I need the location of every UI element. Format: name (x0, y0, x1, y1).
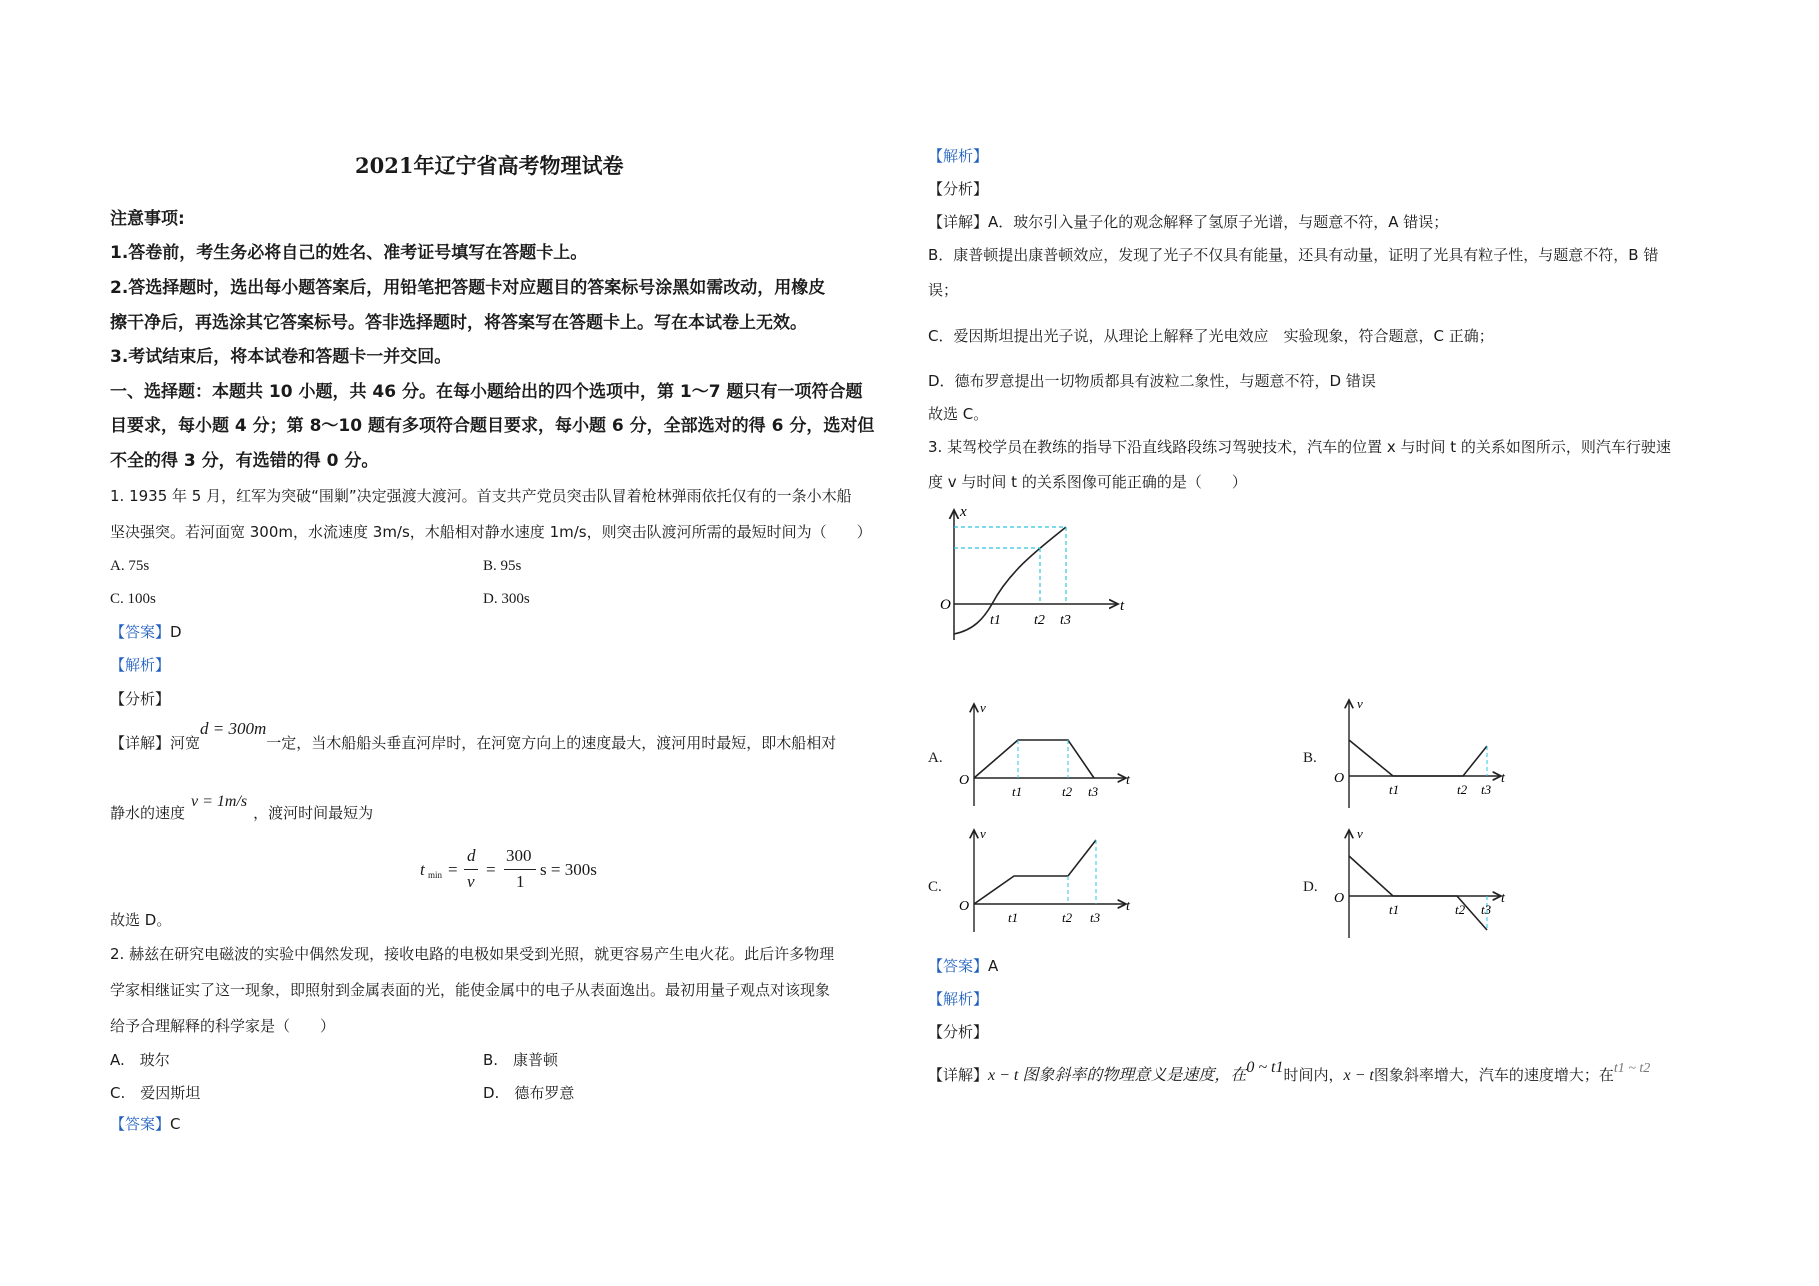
page-title: 2021年辽宁省高考物理试卷 (355, 153, 624, 178)
q2-answer (110, 1114, 181, 1134)
q2-stem: 2. 赫兹在研究电磁波的实验中偶然发现，接收电路的电极如果受到光照，就更容易产生电火花。此后许多物理 (110, 945, 835, 963)
q2-stem: 学家相继证实了这一现象，即照射到金属表面的光，能使金属中的电子从表面逸出。最初用量子观点对该现象 (110, 981, 831, 999)
origin-label: O (1334, 771, 1345, 786)
v-label: v (980, 700, 986, 715)
q1-detail-text: 河宽 (170, 734, 201, 752)
detail-tag: 【详解】 (928, 1066, 989, 1084)
q3-explain-tag: 【解析】 (928, 990, 989, 1008)
q1-detail-line1 (110, 719, 837, 753)
q3-detail-math1: 0 ~ t1 (1246, 1059, 1284, 1076)
t2-label: t2 (1062, 784, 1073, 799)
q3-detail-math3: t1 ~ t2 (1613, 1061, 1651, 1076)
q3-detail-text: 图象斜率增大，汽车的速度增大；在 (1373, 1066, 1614, 1084)
q2-detail-line: 误； (928, 281, 959, 299)
origin-label: O (940, 597, 951, 613)
q1-answer (110, 622, 182, 642)
t3-label: t3 (1090, 910, 1101, 925)
section-instructions: 一、选择题：本题共 10 小题，共 46 分。在每小题给出的四个选项中，第 1～7 题只有一项符合题 (110, 382, 863, 402)
t2-label: t2 (1455, 902, 1466, 917)
notice-item: 1.答卷前，考生务必将自己的姓名、准考证号填写在答题卡上。 (110, 243, 588, 263)
q3-option-a-letter: A. (928, 750, 943, 766)
formula-1: 1 (516, 872, 525, 891)
q1-stem: 1. 1935 年 5 月，红军为突破“围剿”决定强渡大渡河。首支共产党员突击队冒着枪林弹雨依托仅有的一条小木船 (110, 487, 852, 505)
origin-label: O (959, 899, 970, 914)
q2-option-a: A. 玻尔 (110, 1051, 170, 1069)
option-c-graph (956, 826, 1136, 936)
q1-detail-line2 (110, 793, 374, 824)
notice-item: 3.考试结束后，将本试卷和答题卡一并交回。 (110, 347, 452, 367)
v-label: v (1357, 826, 1363, 841)
xt-graph (940, 500, 1130, 650)
detail-tag: 【详解】 (928, 213, 989, 231)
q2-explain-tag: 【解析】 (928, 147, 989, 165)
q1-detail-text: ，渡河时间最短为 (253, 804, 374, 822)
q2-option-d: D. 德布罗意 (483, 1084, 575, 1102)
t-axis-label: t (1120, 598, 1125, 614)
section-instructions: 不全的得 3 分，有选错的得 0 分。 (110, 451, 379, 471)
t1-label: t1 (1008, 910, 1019, 925)
t3-label: t3 (1060, 613, 1071, 628)
q1-math-v: v = 1m/s (191, 793, 248, 810)
q3-detail-math-xt: x − t 图象斜率的物理意义是速度，在 (988, 1067, 1247, 1084)
v-label: v (980, 826, 986, 841)
q2-conclusion: 故选 C。 (928, 405, 989, 423)
q1-analysis-tag: 【分析】 (110, 690, 171, 708)
q2-detail-line (928, 212, 1448, 232)
t3-label: t3 (1088, 784, 1099, 799)
section-instructions: 目要求，每小题 4 分；第 8～10 题有多项符合题目要求，每小题 6 分，全部选对的得 6 分，选对但 (110, 416, 875, 436)
x-axis-label: x (960, 504, 967, 520)
formula-v: v (467, 872, 475, 891)
q3-answer (928, 956, 998, 976)
q3-option-b-letter: B. (1303, 750, 1317, 766)
t2-label: t2 (1062, 910, 1073, 925)
answer-tag: 【答案】 (110, 1115, 171, 1133)
vb-line (1349, 740, 1487, 776)
q1-option-a: A. 75s (110, 558, 150, 574)
q1-explain-tag: 【解析】 (110, 656, 171, 674)
option-a-graph (956, 700, 1136, 810)
t3-label: t3 (1481, 902, 1492, 917)
q1-answer-value: D (170, 623, 182, 641)
vd-line (1349, 856, 1487, 930)
q1-option-d: D. 300s (483, 591, 530, 607)
option-b-graph (1331, 696, 1511, 811)
q2-analysis-tag: 【分析】 (928, 180, 989, 198)
formula-300: 300 (506, 846, 532, 865)
q3-stem: 3. 某驾校学员在教练的指导下沿直线路段练习驾驶技术，汽车的位置 x 与时间 t 的关系如图所示，则汽车行驶速 (928, 438, 1671, 456)
notice-item: 2.答选择题时，选出每小题答案后，用铅笔把答题卡对应题目的答案标号涂黑如需改动，用橡皮 (110, 278, 826, 298)
q2-detail-text: A．玻尔引入量子化的观念解释了氢原子光谱，与题意不符，A 错误； (988, 213, 1449, 231)
q1-math-d: d = 300m (200, 719, 267, 738)
q1-detail-text: 静水的速度 (110, 804, 186, 822)
xt-curve (954, 527, 1066, 634)
answer-tag: 【答案】 (928, 957, 989, 975)
formula-d: d (467, 846, 476, 865)
t1-label: t1 (1012, 784, 1023, 799)
q2-detail-line: D．德布罗意提出一切物质都具有波粒二象性，与题意不符，D 错误 (928, 372, 1376, 390)
t1-label: t1 (1389, 902, 1400, 917)
t2-label: t2 (1034, 613, 1045, 628)
t1-label: t1 (1389, 782, 1400, 797)
notice-item: 擦干净后，再选涂其它答案标号。答非选择题时，将答案写在答题卡上。写在本试卷上无效。 (110, 313, 807, 333)
q2-detail-line: C．爱因斯坦提出光子说，从理论上解释了光电效应 实验现象，符合题意，C 正确； (928, 327, 1494, 345)
detail-tag: 【详解】 (110, 734, 171, 752)
origin-label: O (959, 773, 970, 788)
t3-label: t3 (1481, 782, 1492, 797)
vc-line (974, 840, 1096, 904)
formula-tail: s = 300s (540, 860, 597, 879)
formula-sub: min (428, 870, 443, 880)
q3-option-c-letter: C. (928, 879, 942, 895)
q2-option-c: C. 爱因斯坦 (110, 1084, 201, 1102)
q1-option-c: C. 100s (110, 591, 156, 607)
t-label: t (1501, 771, 1505, 786)
notice-heading: 注意事项: (110, 209, 185, 229)
t-label: t (1126, 899, 1130, 914)
answer-tag: 【答案】 (110, 623, 171, 641)
q2-option-b: B. 康普顿 (483, 1051, 559, 1069)
t2-label: t2 (1457, 782, 1468, 797)
q3-analysis-tag: 【分析】 (928, 1023, 989, 1041)
t1-label: t1 (990, 613, 1001, 628)
q1-conclusion: 故选 D。 (110, 911, 172, 929)
q3-detail-math2: x − t (1343, 1067, 1374, 1084)
q3-stem: 度 v 与时间 t 的关系图像可能正确的是（ ） (928, 473, 1247, 491)
q2-answer-value: C (170, 1115, 181, 1133)
option-d-graph (1331, 826, 1511, 941)
q3-detail-text: 时间内， (1283, 1066, 1344, 1084)
va-line (974, 740, 1094, 778)
q3-answer-value: A (988, 957, 999, 975)
t-label: t (1501, 891, 1505, 906)
v-label: v (1357, 696, 1363, 711)
q1-option-b: B. 95s (483, 558, 522, 574)
q3-detail-line (928, 1059, 1651, 1087)
formula-t: t (420, 860, 425, 879)
q2-detail-line: B．康普顿提出康普顿效应，发现了光子不仅具有能量，还具有动量，证明了光具有粒子性，与题意不符，B 错 (928, 246, 1659, 264)
q2-stem: 给予合理解释的科学家是（ ） (110, 1017, 336, 1035)
origin-label: O (1334, 891, 1345, 906)
t-label: t (1126, 773, 1130, 788)
q3-option-d-letter: D. (1303, 879, 1318, 895)
q1-detail-text: 一定，当木船船头垂直河岸时，在河宽方向上的速度最大，渡河用时最短，即木船相对 (266, 734, 837, 752)
q1-stem: 坚决强突。若河面宽 300m，水流速度 3m/s，木船相对静水速度 1m/s，则突击队渡河所需的最短时间为（ ） (110, 523, 872, 541)
